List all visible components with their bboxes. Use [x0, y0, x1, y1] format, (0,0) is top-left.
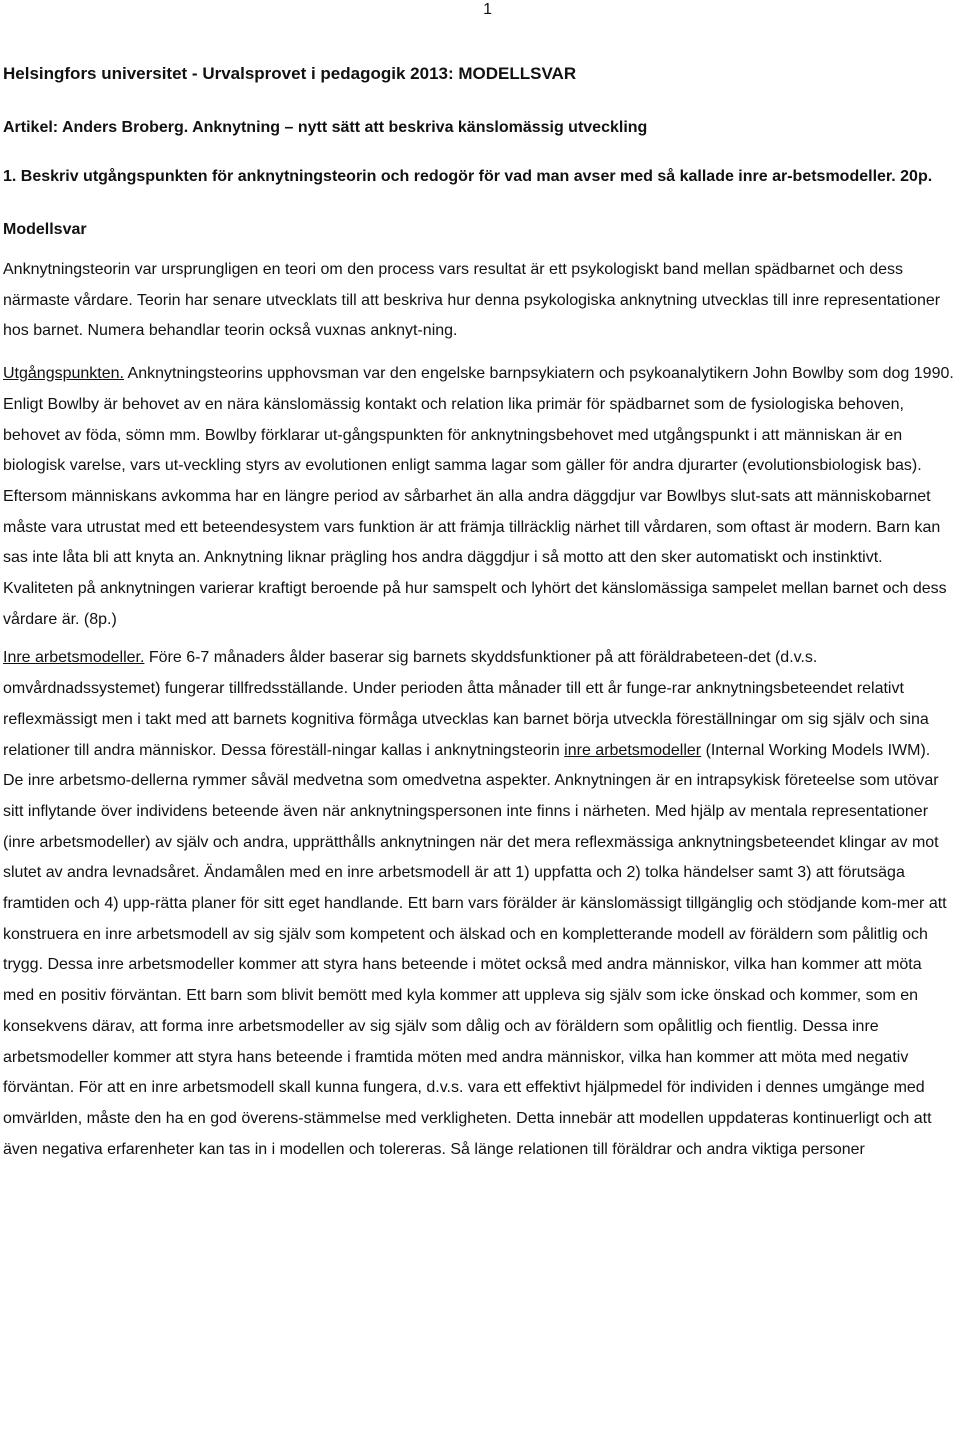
exam-question: 1. Beskriv utgångspunkten för anknytningsteorin och redogör för vad man avser med så kallade inre ar-betsmodeller. 20p.	[3, 168, 933, 185]
inline-term-inre-arbetsmodeller: inre arbetsmodeller	[564, 741, 702, 759]
section-label-inre-arbetsmodeller: Inre arbetsmodeller.	[3, 649, 145, 667]
section-label-utgangspunkten: Utgångspunkten.	[3, 365, 124, 383]
page-number: 1	[483, 1, 492, 18]
section-inre-arbetsmodeller	[3, 643, 955, 1165]
section-text-before: Före 6-7 månaders ålder baserar sig barnets skyddsfunktioner på att föräldrabeteen-det (d.v.s. omvårdnadssystemet) fungerar tillfredsställande. Under perioden åtta månader till ett år funge-rar anknytningsbeteendet relativt reflexmässigt men i takt med att barnets kognitiva förmåga utvecklas kan barnet börja utveckla föreställningar om sig själv och sina relationer till andra människor. Dessa föreställ-ningar kallas i anknytningsteorin	[3, 649, 929, 759]
article-reference: Artikel: Anders Broberg. Anknytning – nytt sätt att beskriva känslomässig utveckling	[3, 119, 648, 136]
document-title: Helsingfors universitet - Urvalsprovet i pedagogik 2013: MODELLSVAR	[3, 64, 577, 83]
document-body	[3, 62, 955, 1172]
intro-paragraph: Anknytningsteorin var ursprungligen en teori om den process vars resultat är ett psykologiskt band mellan spädbarnet och dess närmaste vårdare. Teorin har senare utvecklats till att beskriva hur denna psykologiska anknytning utvecklas till inre representationer hos barnet. Numera behandlar teorin också vuxnas anknyt-ning.	[3, 261, 941, 340]
section-utgangspunkten	[3, 359, 955, 635]
section-text-utgangspunkten: Anknytningsteorins upphovsman var den engelske barnpsykiatern och psykoanalytikern John Bowlby som dog 1990. Enligt Bowlby är behovet av en nära känslomässig kontakt och relation lika primär för spädbarnet som de fysiologiska behoven, behovet av föda, sömn mm. Bowlby förklarar ut-gångspunkten för anknytningsbehovet med utgångspunkt i att människan är en biologisk varelse, vars ut-veckling styrs av evolutionen enligt samma lagar som gäller för andra djurarter (evolutionsbiologisk bas). Eftersom människans avkomma har en längre period av sårbarhet än alla andra däggdjur var Bowlbys slut-sats att människobarnet måste vara utrustat med ett beteendesystem vars funktion är att främja tillräcklig närhet till vårdaren, som oftast är modern. Barn kan sas inte låta bli att knyta an. Anknytning liknar prägling hos andra däggdjur i så motto att den sker automatiskt och instinktivt. Kvaliteten på anknytningen varierar kraftigt beroende på hur samspelt och lyhört det känslomässiga sampelet mellan barnet och dess vårdare är. (8p.)	[3, 365, 954, 628]
section-text-after: (Internal Working Models IWM). De inre arbetsmo-dellerna rymmer såväl medvetna som omedvetna aspekter. Anknytningen är en intrapsykisk företeelse som utövar sitt inflytande över individens beteende även när anknytningspersonen inte finns i närheten. Med hjälp av mentala representationer (inre arbetsmodeller) av själv och andra, upprätthålls anknytningen när det mera reflexmässiga anknytningsbeteendet klingar av mot slutet av andra levnadsåret. Ändamålen med en inre arbetsmodell är att 1) uppfatta och 2) tolka händelser samt 3) att förutsäga framtiden och 4) upp-rätta planer för sitt eget handlande. Ett barn vars förälder är känslomässigt tillgänglig och stödjande kom-mer att konstruera en inre arbetsmodell av sig själv som kompetent och älskad och en kompletterande modell av föräldern som pålitlig och trygg. Dessa inre arbetsmodeller kommer att styra hans beteende i mötet också med andra människor, vilka han kommer att möta med en positiv förväntan. Ett barn som blivit bemött med kyla kommer att uppleva sig själv som icke önskad och kommer, som en konsekvens därav, att forma inre arbetsmodeller av sig själv som dålig och av föräldern som opålitlig och fientlig. Dessa inre arbetsmodeller kommer att styra hans beteende i framtida möten med andra människor, vilka han kommer att möta med negativ förväntan. För att en inre arbetsmodell skall kunna fungera, d.v.s. vara ett effektivt hjälpmedel för individen i dennes umgänge med omvärlden, måste den ha en god överens-stämmelse med verkligheten. Detta innebär att modellen uppdateras kontinuerligt och att även negativa erfarenheter kan tas in i modellen och tolereras. Så länge relationen till föräldrar och andra viktiga personer	[3, 741, 947, 1158]
answer-heading: Modellsvar	[3, 221, 87, 238]
